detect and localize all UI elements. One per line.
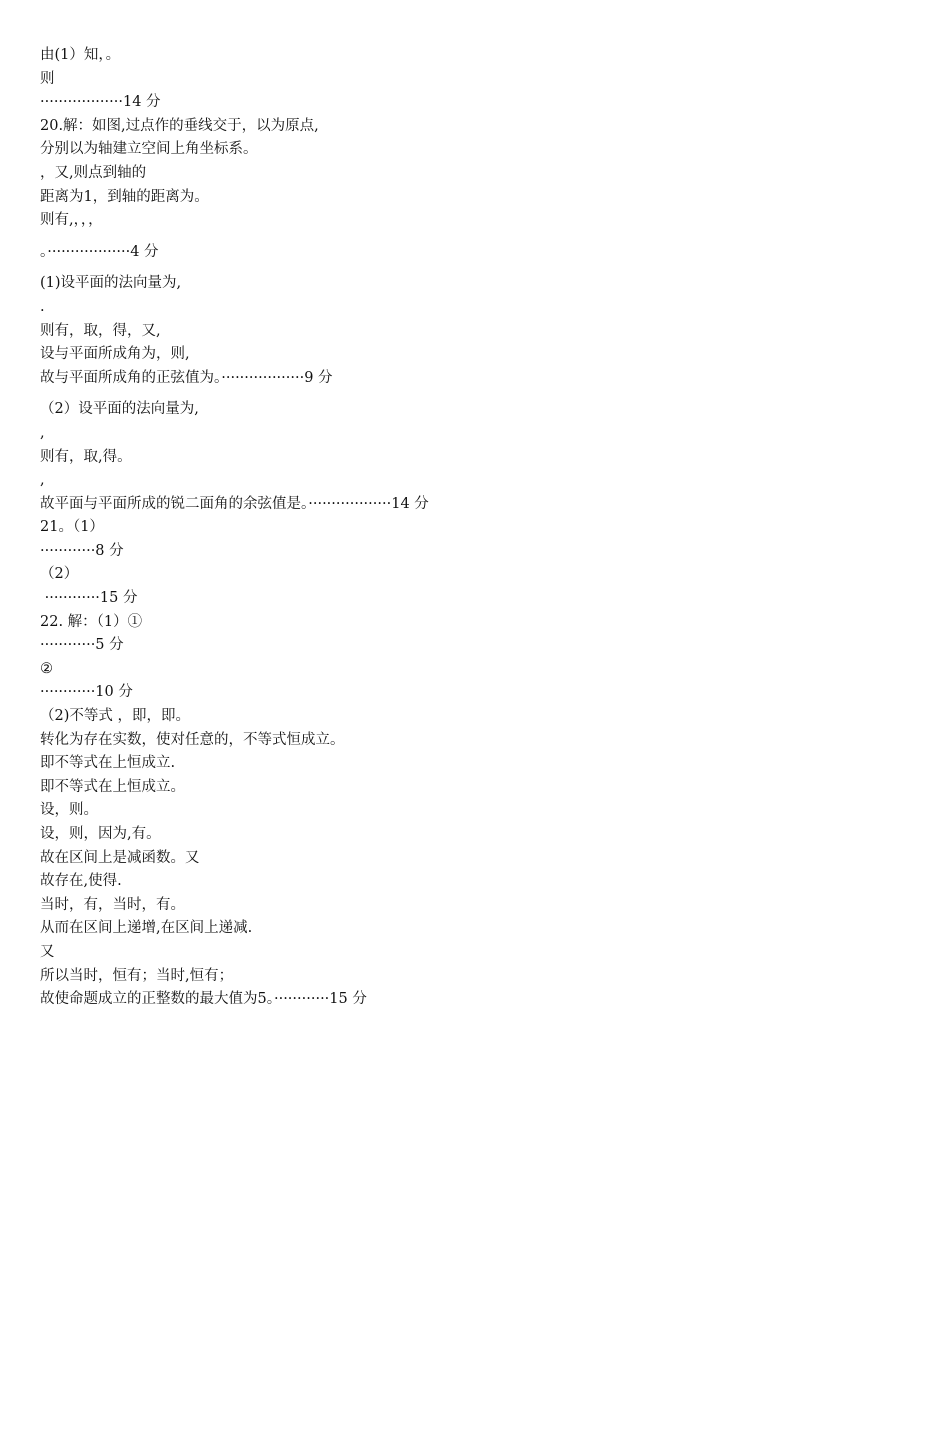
text-line-29: 转化为存在实数，使对任意的，不等式恒成立。 xyxy=(40,731,345,748)
score-line-14: ··················14 分 xyxy=(40,94,161,111)
score-line-9: 故与平面所成角的正弦值为。··················9 分 xyxy=(40,369,333,386)
text-line-11: . xyxy=(40,298,45,315)
text-line-13: 设与平面所成角为，则, xyxy=(40,346,190,363)
score-line-15: ············15 分 xyxy=(40,590,138,607)
problem-21-heading: 21。（1） xyxy=(40,519,104,536)
text-line-37: 从而在区间上递增,在区间上递减. xyxy=(40,920,253,937)
text-line-35: 故存在,使得. xyxy=(40,873,122,890)
score-line-14b: 故平面与平面所成的锐二面角的余弦值是。··················14 分 xyxy=(40,495,429,512)
text-line-1: 由(1）知，。 xyxy=(40,47,121,63)
part-2-heading-22: （2)不等式 ，即，即。 xyxy=(40,708,190,725)
score-line-15b: 故使命题成立的正整数的最大值为5。············15 分 xyxy=(40,991,367,1008)
text-line-18: , xyxy=(40,472,45,489)
text-line-34: 故在区间上是减函数。又 xyxy=(40,849,200,866)
text-line-30: 即不等式在上恒成立. xyxy=(40,755,176,772)
text-line-16: , xyxy=(40,424,45,441)
part-2-heading: （2）设平面的法向量为, xyxy=(40,401,199,418)
score-line-5: ············5 分 xyxy=(40,637,124,654)
text-line-12: 则有，取，得，又, xyxy=(40,322,161,339)
problem-20-heading: 20.解：如图,过点作的垂线交于，以为原点, xyxy=(40,117,319,134)
text-line-39: 所以当时，恒有；当时,恒有； xyxy=(40,967,234,984)
part-1-heading: (1)设平面的法向量为, xyxy=(40,275,182,292)
text-line-7: 距离为1，到轴的距离为。 xyxy=(40,188,209,205)
text-line-33: 设，则，因为,有。 xyxy=(40,826,161,842)
score-line-8: ············8 分 xyxy=(40,542,124,559)
text-line-36: 当时，有，当时，有。 xyxy=(40,896,185,913)
text-line-5: 分别以为轴建立空间上角坐标系。 xyxy=(40,141,258,158)
text-line-2: 则 xyxy=(40,70,55,87)
score-line-10: ············10 分 xyxy=(40,684,133,701)
text-line-17: 则有，取,得。 xyxy=(40,448,132,465)
text-line-32: 设，则。 xyxy=(40,802,98,819)
text-line-6: ，又,则点到轴的 xyxy=(40,164,147,181)
text-line-8: 则有,，，， xyxy=(40,212,103,229)
text-line-31: 即不等式在上恒成立。 xyxy=(40,778,185,795)
text-line-38: 又 xyxy=(40,943,55,960)
problem-22-heading: 22. 解：（1）① xyxy=(40,613,143,630)
text-line-26: ② xyxy=(40,660,53,677)
score-line-4: 。··················4 分 xyxy=(40,243,159,260)
part-2-heading-21: （2） xyxy=(40,566,79,583)
solution-document xyxy=(40,44,920,1012)
